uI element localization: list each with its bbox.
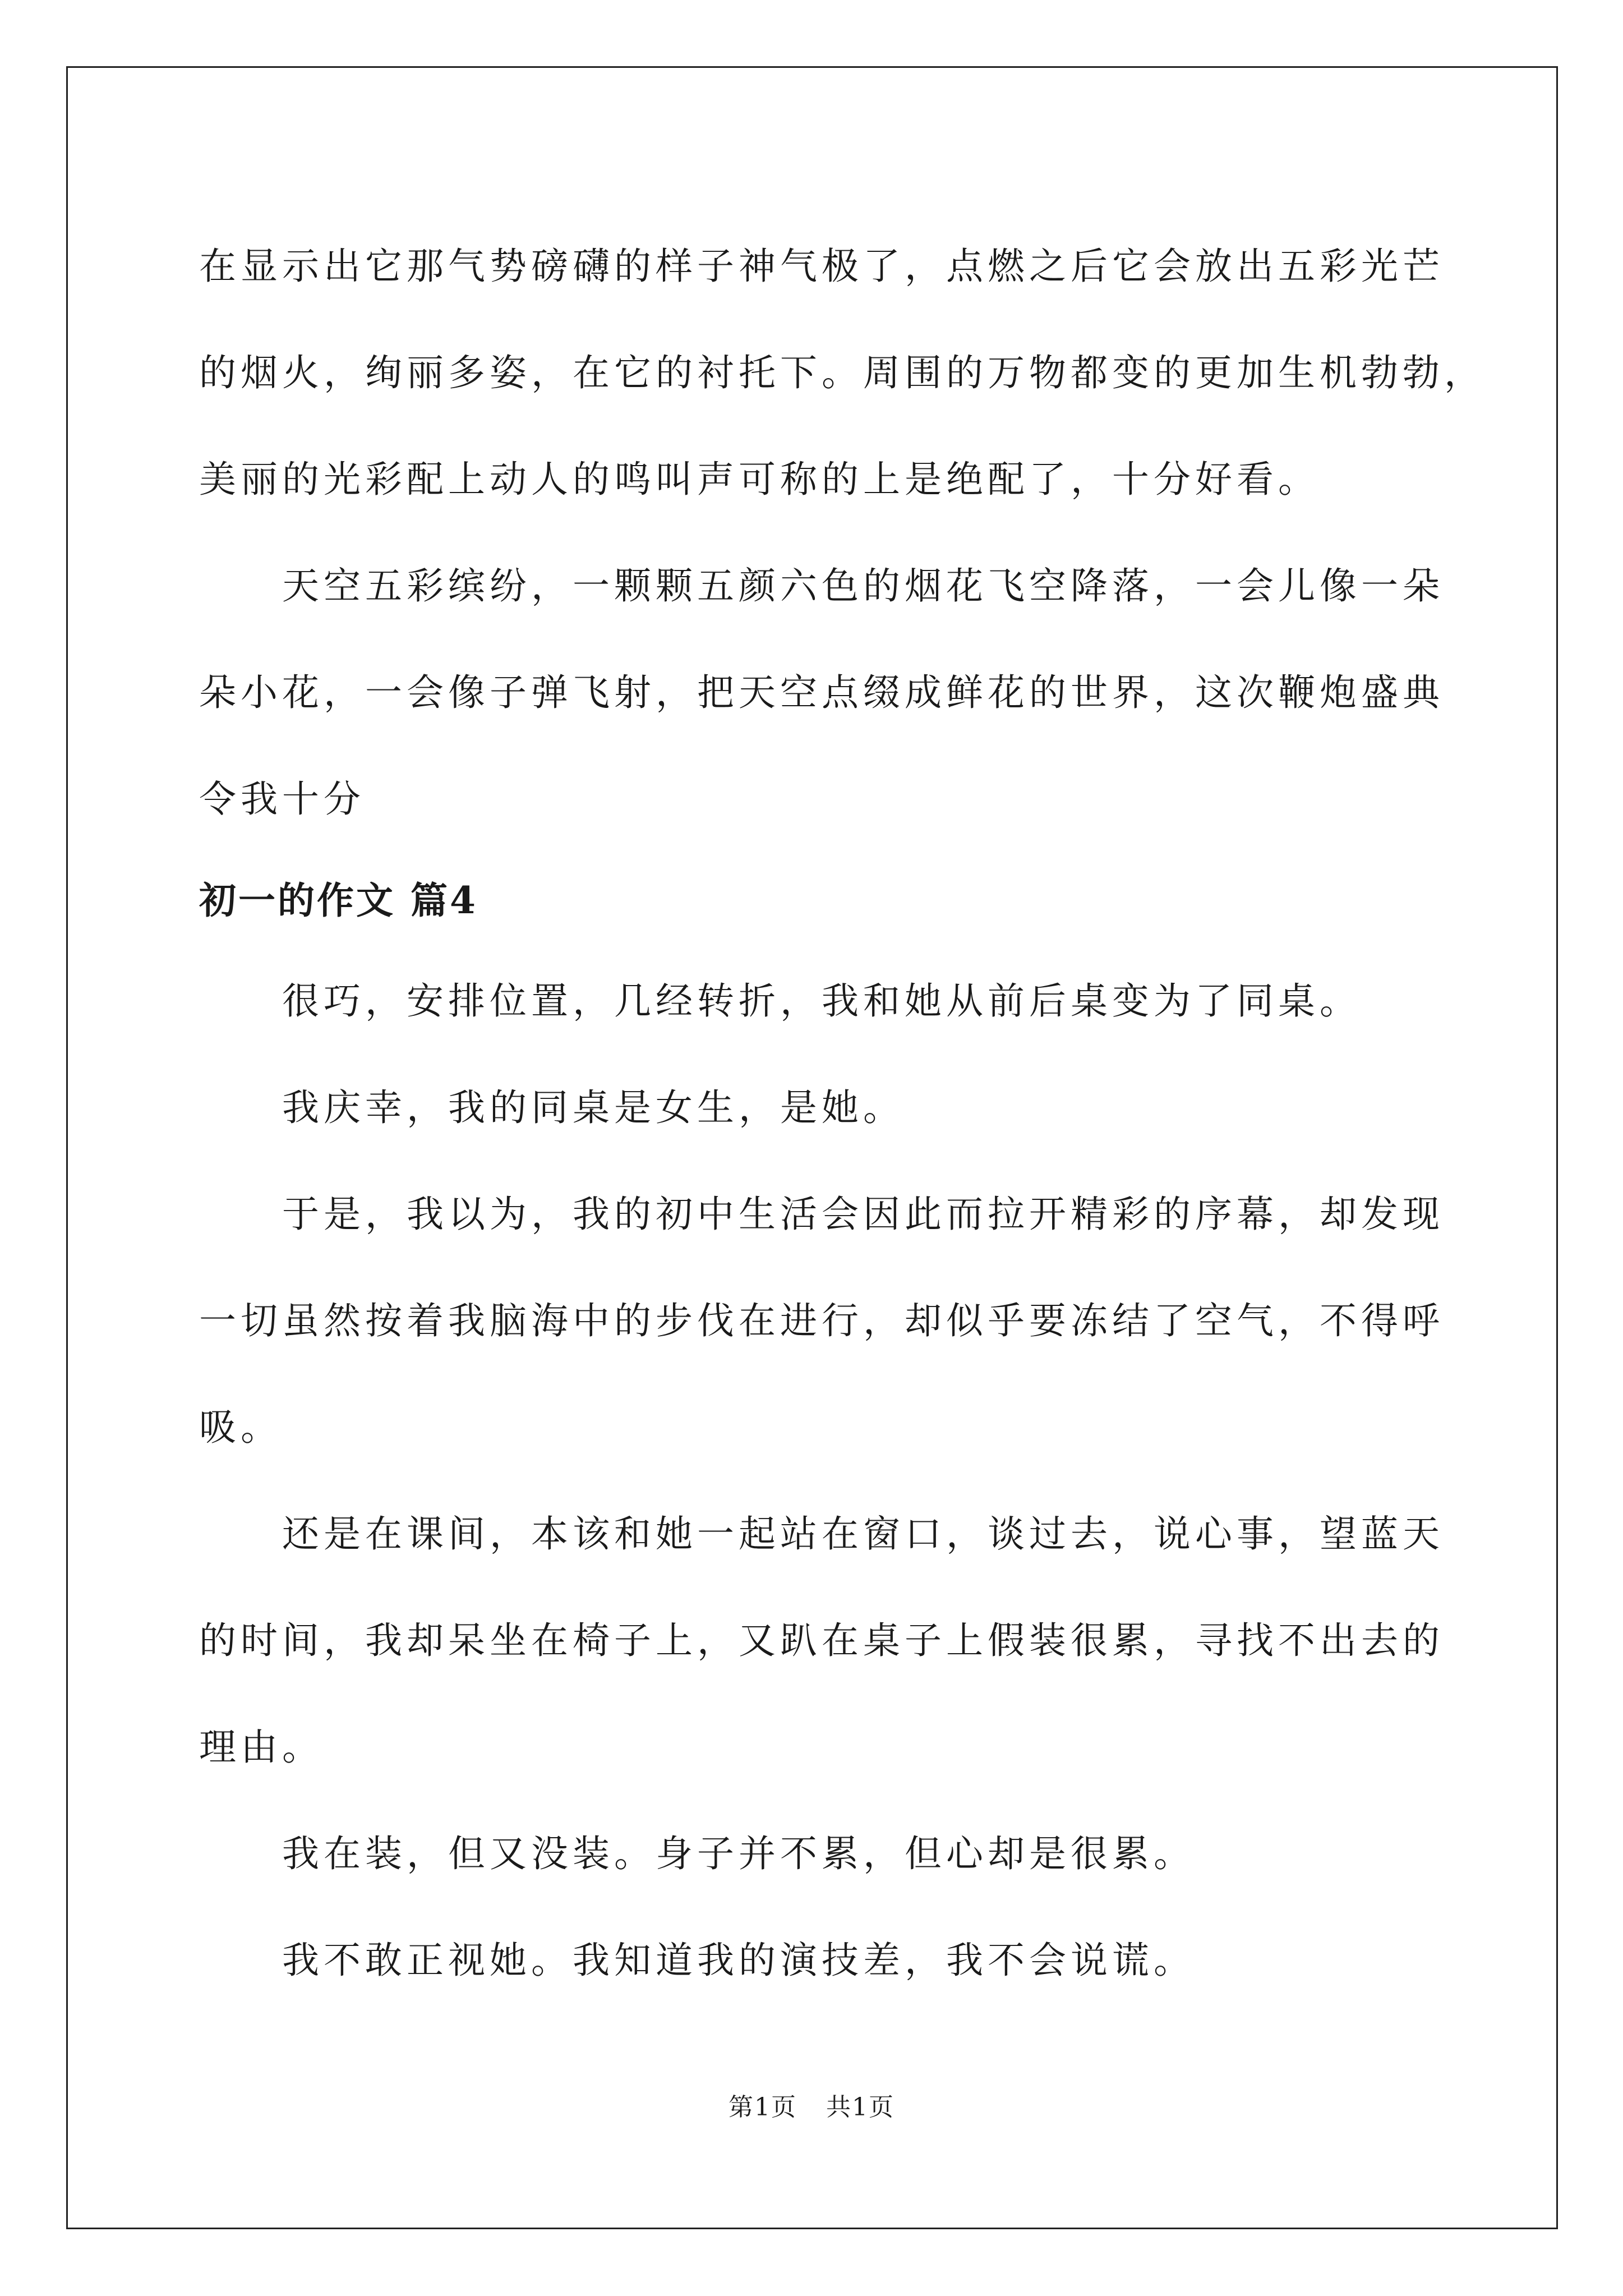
paragraph [199, 948, 1427, 1055]
text-line: 天空五彩缤纷，一颗颗五颜六色的烟花飞空降落，一会儿像一朵 [282, 564, 1444, 608]
text-line: 我在装，但又没装。身子并不累，但心却是很累。 [282, 1832, 1195, 1875]
text-line: 的时间，我却呆坐在椅子上，又趴在桌子上假装很累，寻找不出去的 [199, 1619, 1444, 1662]
paragraph [199, 1907, 1427, 2014]
text-line: 的烟火，绚丽多姿，在它的衬托下。周围的万物都变的更加生机勃勃， [199, 351, 1486, 394]
text-line: 吸。 [199, 1406, 282, 1449]
text-line: 美丽的光彩配上动人的鸣叫声可称的上是绝配了，十分好看。 [199, 458, 1320, 501]
page-footer [0, 2087, 1623, 2123]
paragraph [199, 1481, 1444, 1801]
document-body [199, 213, 1486, 2014]
text-line: 在显示出它那气势磅礴的样子神气极了，点燃之后它会放出五彩光芒 [199, 245, 1444, 288]
paragraph [199, 213, 1486, 533]
text-line: 还是在课间，本该和她一起站在窗口，谈过去，说心事，望蓝天 [282, 1512, 1444, 1556]
page-total: 共1页 [826, 2093, 895, 2122]
section-title: 初一的作文 篇4 [199, 878, 478, 922]
text-line: 朵小花，一会像子弹飞射，把天空点缀成鲜花的世界，这次鞭炮盛典 [199, 671, 1444, 714]
paragraph [199, 1055, 1427, 1161]
text-line: 我庆幸，我的同桌是女生，是她。 [282, 1086, 905, 1129]
text-line: 我不敢正视她。我知道我的演技差，我不会说谎。 [282, 1939, 1195, 1982]
page-number: 第1页 [728, 2093, 797, 2122]
paragraph [199, 1801, 1427, 1907]
text-line: 理由。 [199, 1726, 324, 1769]
text-line: 一切虽然按着我脑海中的步伐在进行，却似乎要冻结了空气，不得呼 [199, 1299, 1444, 1342]
paragraph [199, 1161, 1444, 1481]
text-line: 于是，我以为，我的初中生活会因此而拉开精彩的序幕，却发现 [282, 1193, 1444, 1236]
paragraph [199, 533, 1444, 853]
text-line: 很巧，安排位置，几经转折，我和她从前后桌变为了同桌。 [282, 979, 1361, 1023]
text-line: 令我十分 [199, 777, 365, 821]
